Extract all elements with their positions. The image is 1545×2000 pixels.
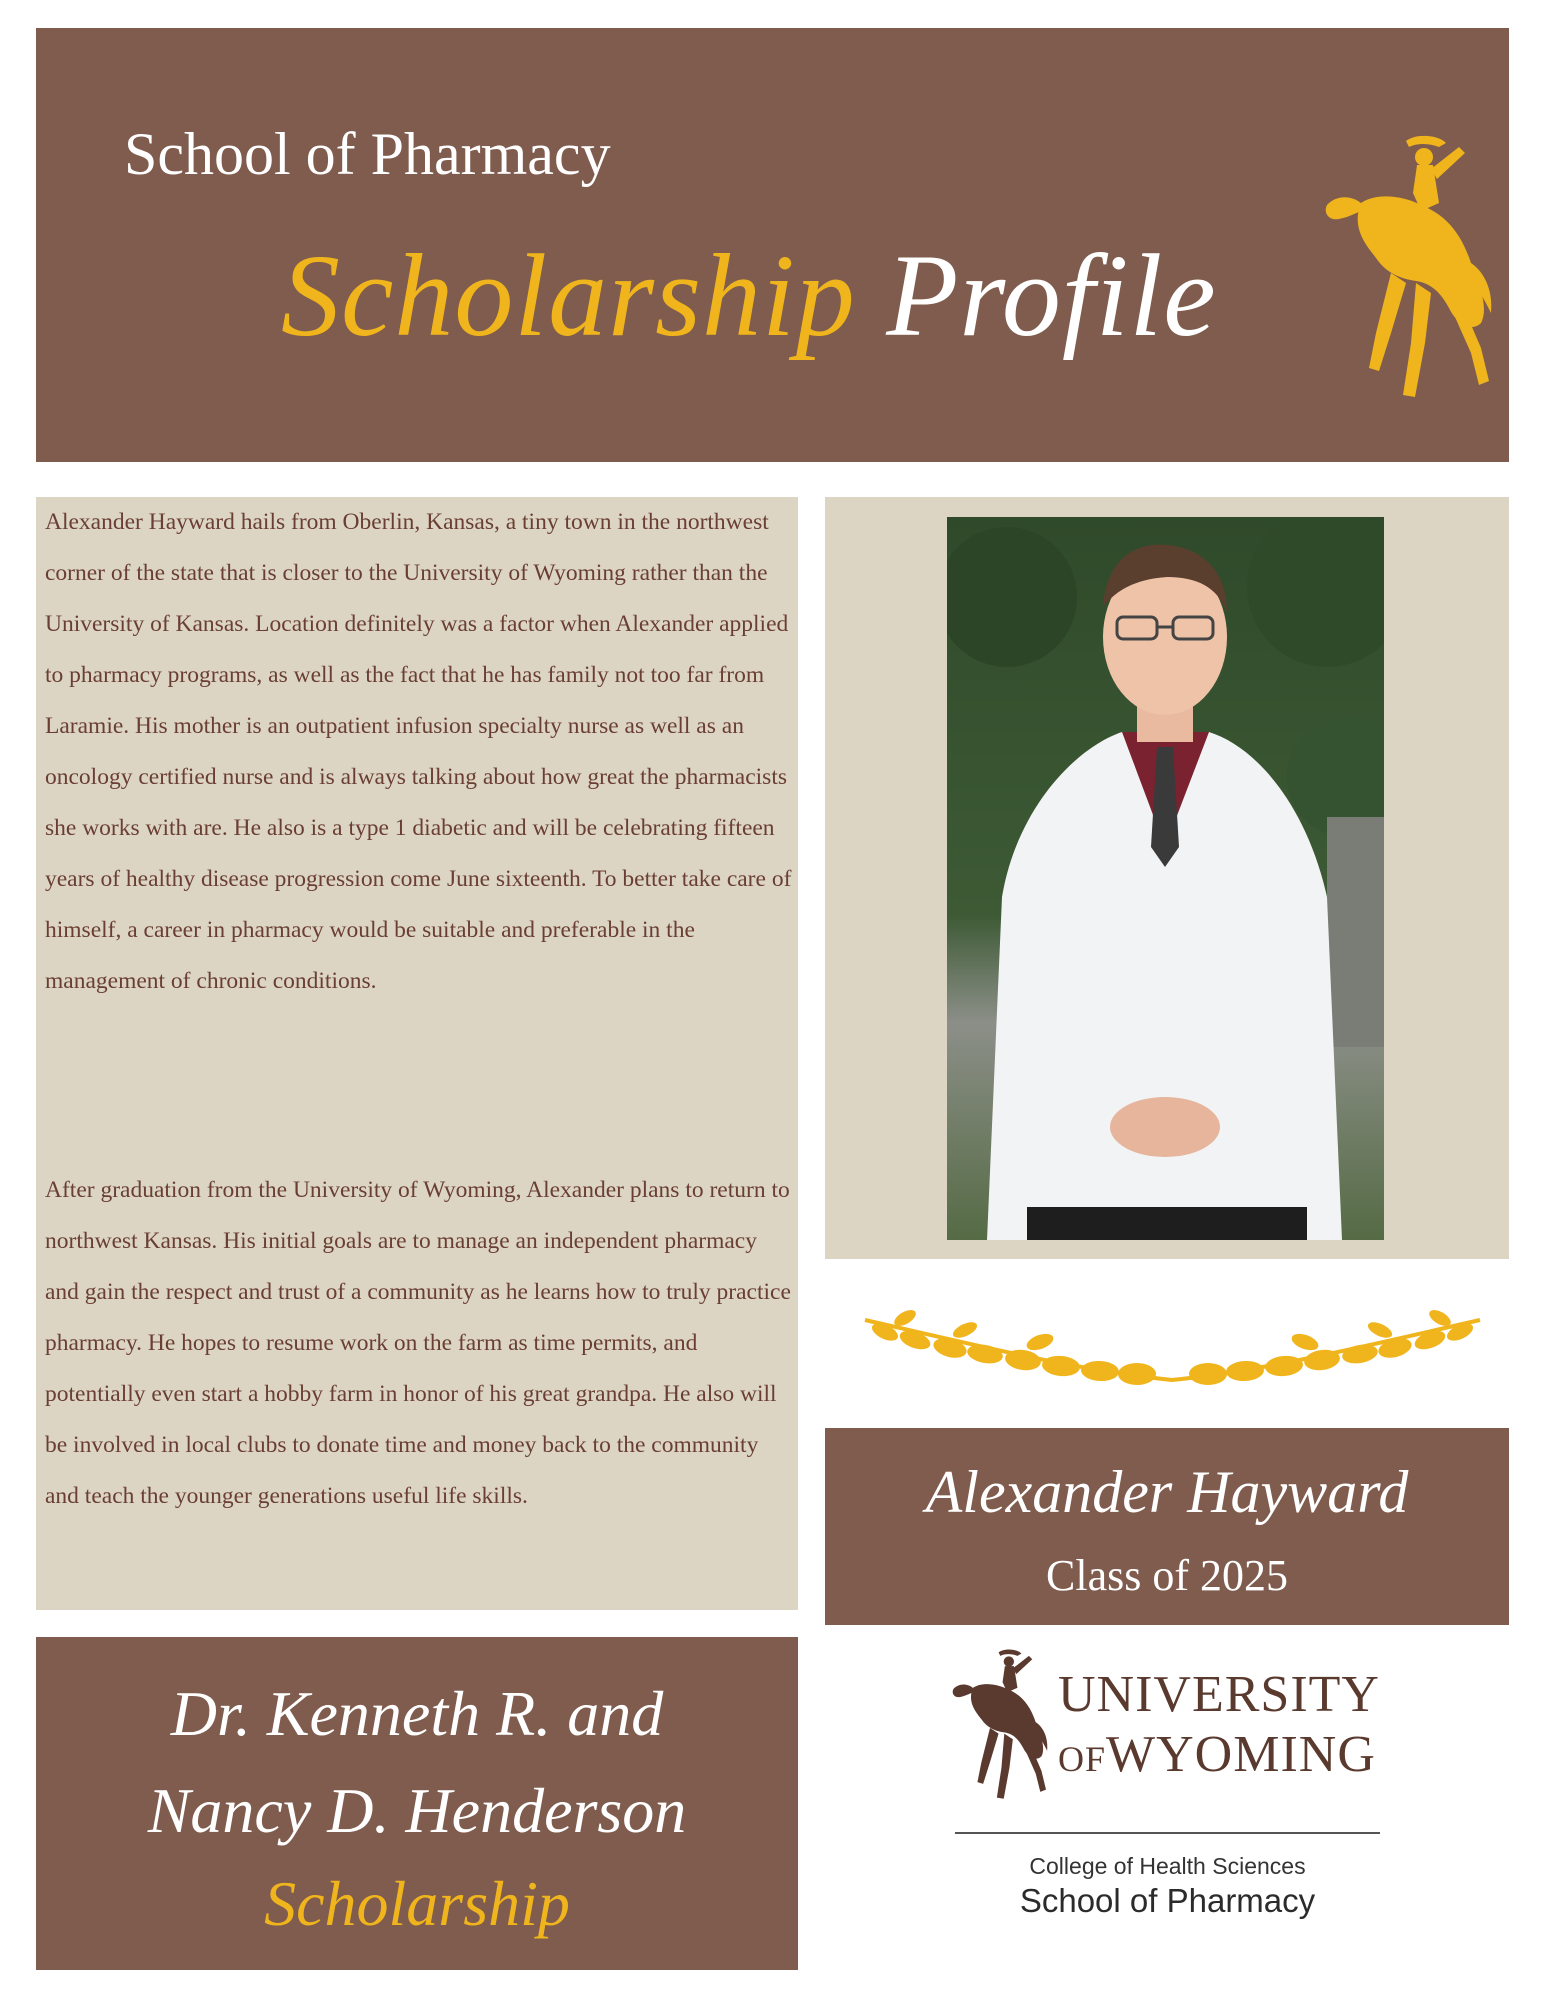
bucking-horse-rider-icon <box>950 1645 1050 1805</box>
college-name: College of Health Sciences <box>1029 1853 1306 1879</box>
scholarship-label: Scholarship <box>264 1868 570 1939</box>
university-wordmark-line-1: UNIVERSITY <box>1058 1666 1380 1723</box>
scholarship-box <box>36 1637 798 1970</box>
title-profile: Profile <box>886 230 1217 361</box>
university-wordmark-wyoming: WYOMING <box>1106 1726 1376 1783</box>
student-name-box <box>825 1428 1509 1625</box>
logo-divider <box>955 1832 1380 1834</box>
laurel-branch-icon <box>855 1290 1490 1395</box>
photo-panel <box>825 497 1509 1259</box>
scholarship-name-line-2: Nancy D. Henderson <box>147 1775 687 1846</box>
title-scholarship: Scholarship <box>281 230 856 361</box>
page-title <box>281 228 1217 364</box>
bio-paragraph-2: After graduation from the University of Wyoming, Alexander plans to return to northwest Kansas. His initial goals are to manage an independent pharmacy and gain the respect and trust of a community as he learns how to truly practice pharmacy. He hopes to resume work on the farm as time permits, and potentially even start a hobby farm in honor of his great grandpa. He also will be involved in local clubs to donate time and money back to the community and teach the younger generations useful life skills. <box>45 1177 791 1509</box>
student-portrait <box>947 517 1384 1240</box>
student-class-year: Class of 2025 <box>1046 1551 1288 1600</box>
school-heading: School of Pharmacy <box>124 121 611 187</box>
bio-panel <box>36 497 798 1610</box>
school-name: School of Pharmacy <box>1019 1882 1316 1919</box>
header-banner <box>36 28 1509 462</box>
university-wordmark-of: OF <box>1058 1739 1107 1779</box>
bucking-horse-rider-icon <box>1321 133 1496 403</box>
student-name: Alexander Hayward <box>925 1459 1409 1525</box>
university-logo <box>950 1645 1390 1815</box>
university-wordmark-line-2 <box>1058 1725 1376 1784</box>
scholarship-name-line-1: Dr. Kenneth R. and <box>170 1678 664 1749</box>
bio-paragraph-1: Alexander Hayward hails from Oberlin, Kansas, a tiny town in the northwest corner of the state that is closer to the University of Wyoming rather than the University of Kansas. Location definitely was a factor when Alexander applied to pharmacy programs, as well as the fact that he has family not too far from Laramie. His mother is an outpatient infusion specialty nurse as well as an oncology certified nurse and is always talking about how great the pharmacists she works with are. He also is a type 1 diabetic and will be celebrating fifteen years of healthy disease progression come June sixteenth. To better take care of himself, a career in pharmacy would be suitable and preferable in the management of chronic conditions. <box>45 509 792 994</box>
